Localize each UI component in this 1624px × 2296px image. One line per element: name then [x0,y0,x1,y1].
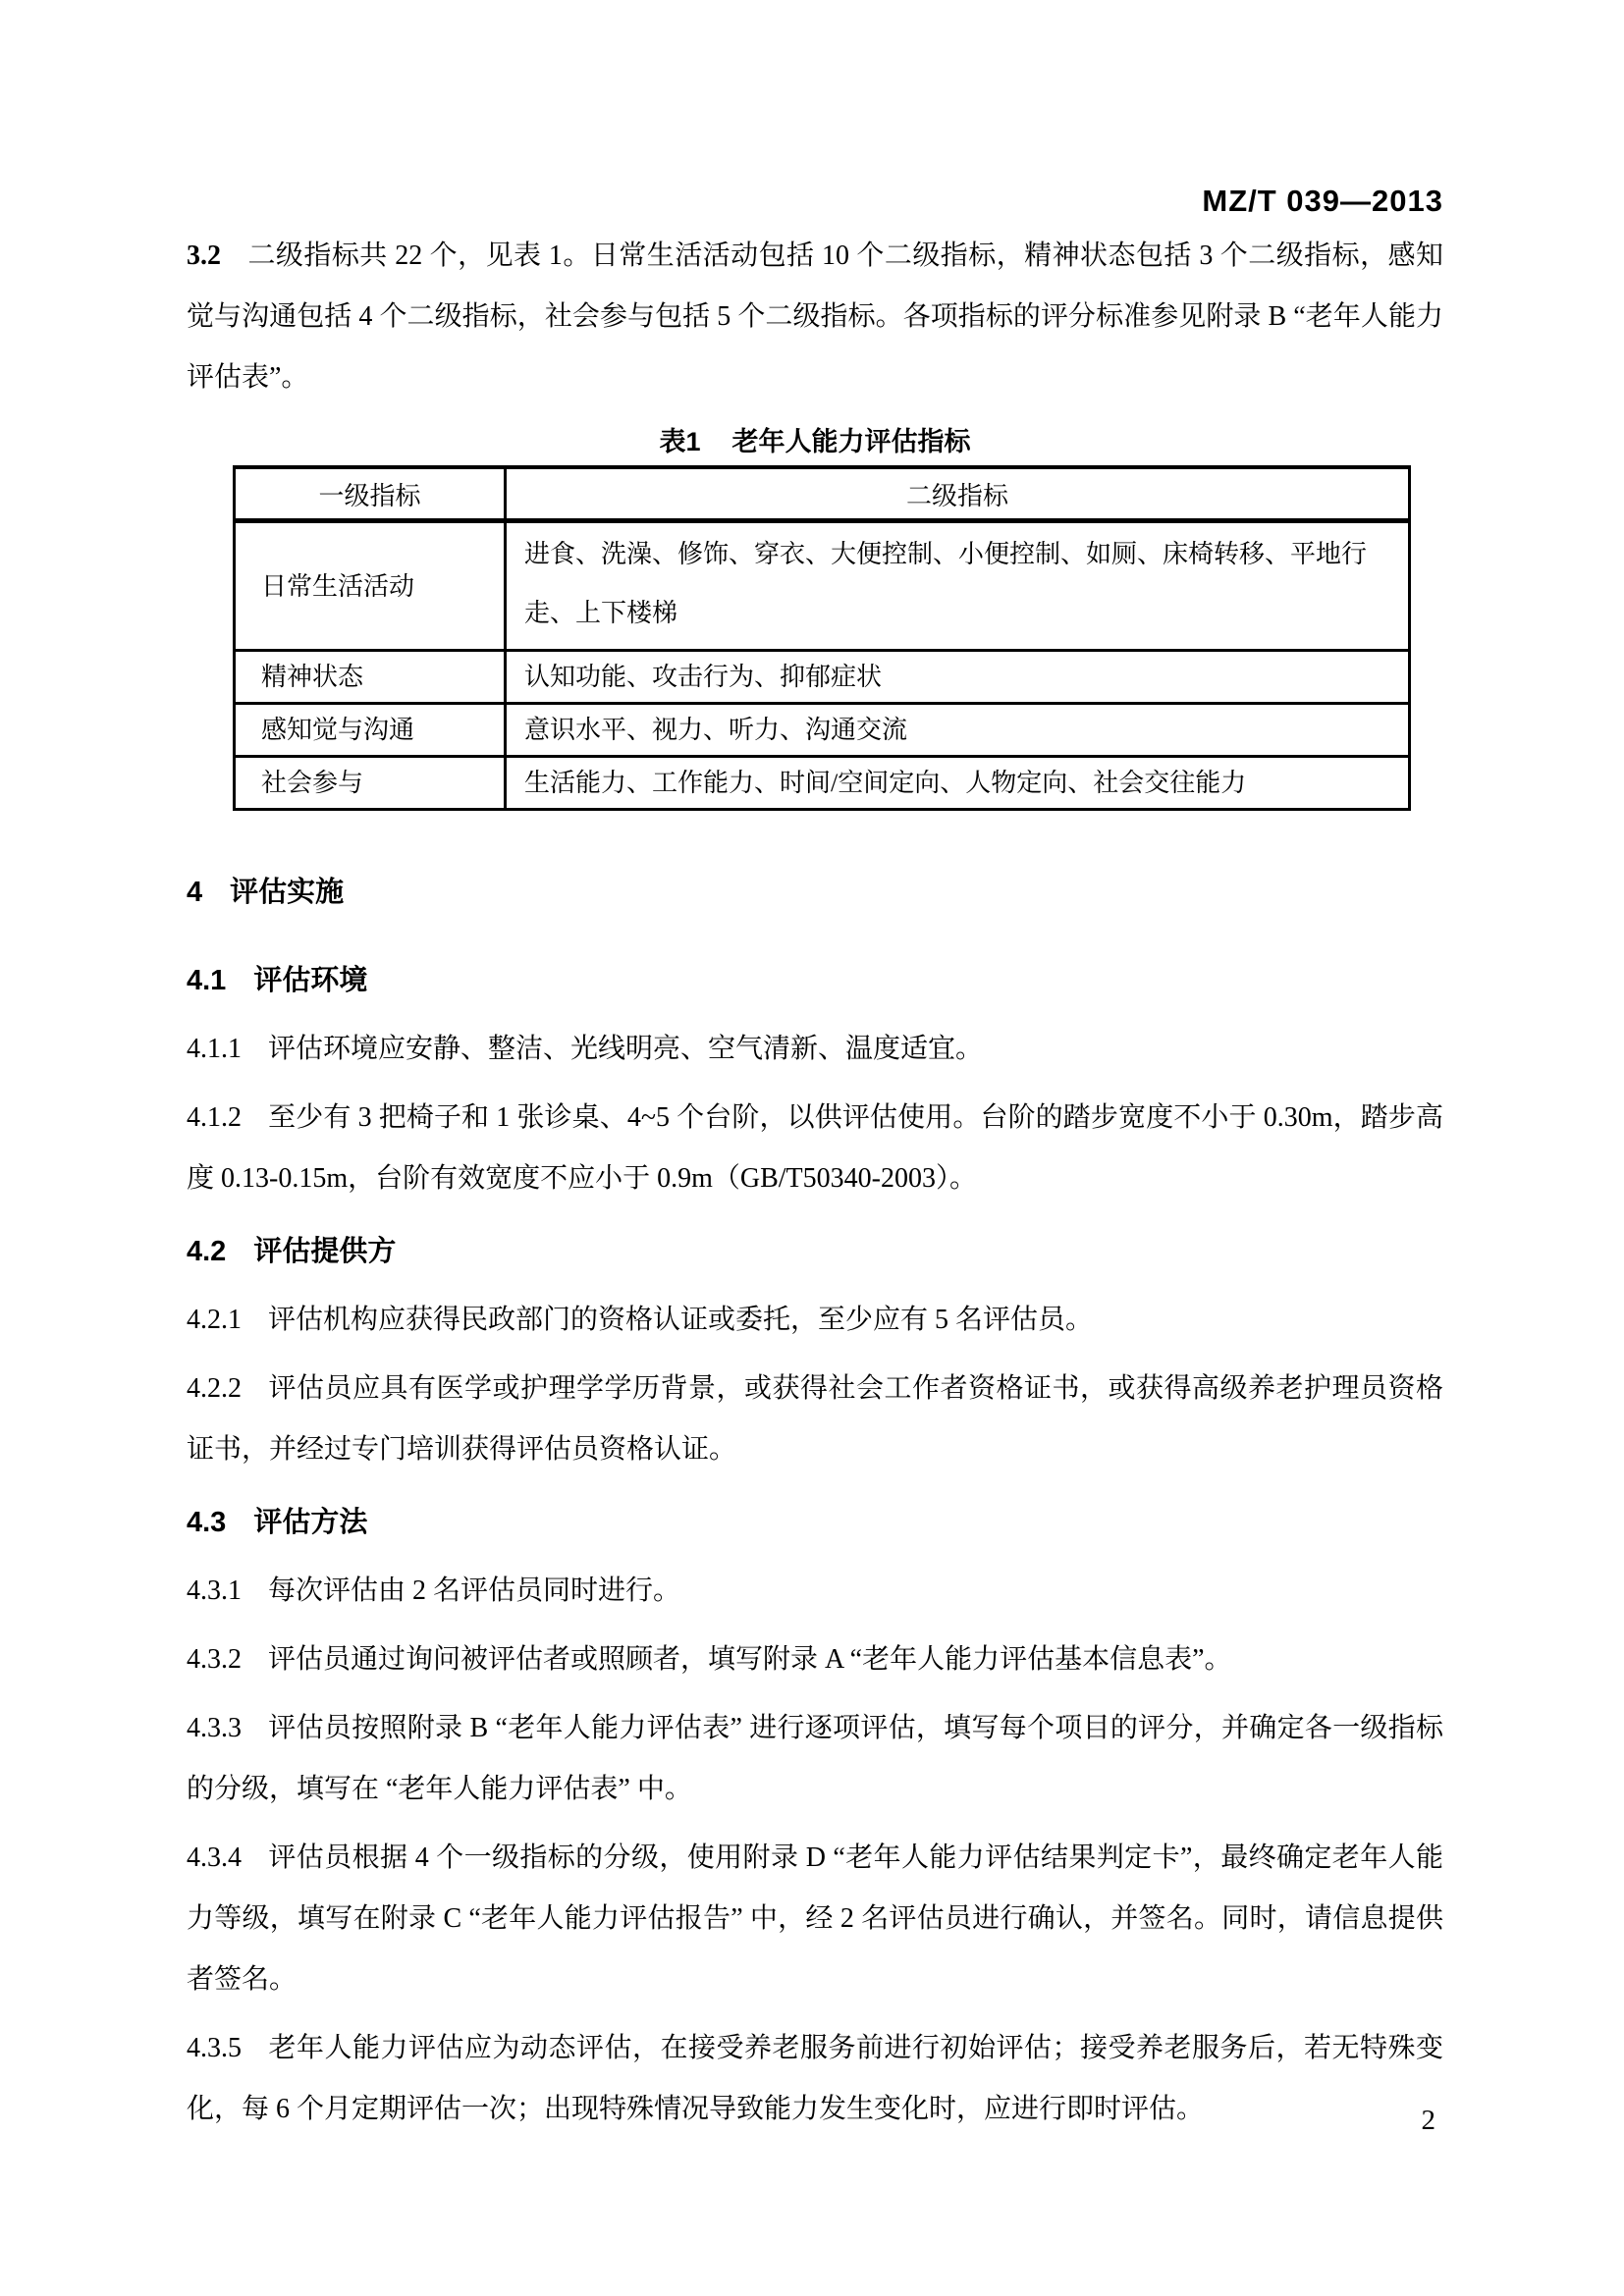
clause-3-2 [187,226,1443,408]
cell-level1-indicator: 日常生活活动 [235,521,506,651]
table1-caption [187,418,1443,465]
clause-text: 至少有 3 把椅子和 1 张诊桌、4~5 个台阶，以供评估使用。台阶的踏步宽度不小于 0.30m，踏步高度 0.13-0.15m，台阶有效宽度不应小于 0.9m（GB/T50340-2003）。 [187,1102,1443,1194]
clause-text: 评估员根据 4 个一级指标的分级，使用附录 D “老年人能力评估结果判定卡”，最终确定老年人能力等级，填写在附录 C “老年人能力评估报告” 中，经 2 名评估员进行确认，并签名。同时，请信息提供者签名。 [187,1842,1443,1995]
cell-level1-indicator: 精神状态 [235,651,506,704]
clause-number: 4.3.2 [187,1644,242,1675]
table1-caption-title: 老年人能力评估指标 [731,427,971,456]
section-4-3-heading [187,1492,1443,1553]
section-title: 评估环境 [253,965,368,996]
section-number: 4.3 [187,1507,227,1538]
cell-level2-indicators: 认知功能、攻击行为、抑郁症状 [506,651,1410,704]
clause-text: 评估员通过询问被评估者或照顾者，填写附录 A “老年人能力评估基本信息表”。 [268,1644,1232,1675]
cell-level2-indicators: 生活能力、工作能力、时间/空间定向、人物定向、社会交往能力 [506,757,1410,810]
clause-text: 评估员按照附录 B “老年人能力评估表” 进行逐项评估，填写每个项目的评分，并确定各一级指标的分级，填写在 “老年人能力评估表” 中。 [187,1713,1443,1804]
clause-4-2-2 [187,1359,1443,1480]
cell-level2-indicators: 意识水平、视力、听力、沟通交流 [506,704,1410,757]
table-row [235,651,1410,704]
page-number: 2 [1421,2105,1435,2136]
table1 [233,465,1411,811]
clause-4-3-3 [187,1698,1443,1820]
section-4-2-heading [187,1221,1443,1282]
clause-4-1-1 [187,1019,1443,1080]
table1-col-header-level1: 一级指标 [235,467,506,521]
cell-level1-indicator: 感知觉与沟通 [235,704,506,757]
section-title: 评估实施 [230,877,345,908]
clause-number: 4.2.2 [187,1373,242,1404]
section-4-heading [187,862,1443,923]
clause-number: 3.2 [187,240,221,271]
clause-4-2-1 [187,1290,1443,1351]
clause-number: 4.2.1 [187,1305,242,1335]
section-number: 4.1 [187,965,227,996]
table-row [235,521,1410,651]
section-4-1-heading [187,950,1443,1011]
clause-text: 二级指标共 22 个，见表 1。日常生活活动包括 10 个二级指标，精神状态包括 3 个二级指标，感知觉与沟通包括 4 个二级指标，社会参与包括 5 个二级指标。各项指标的评分标准参见附录 B “老年人能力评估表”。 [187,240,1443,393]
table1-caption-label: 表1 [659,427,701,456]
clause-number: 4.1.1 [187,1034,242,1064]
clause-number: 4.3.3 [187,1713,242,1743]
table-row [235,704,1410,757]
cell-level1-indicator: 社会参与 [235,757,506,810]
section-number: 4.2 [187,1236,227,1267]
doc-code: MZ/T 039—2013 [1202,184,1443,218]
clause-text: 评估机构应获得民政部门的资格认证或委托，至少应有 5 名评估员。 [268,1305,1094,1335]
clause-4-3-2 [187,1629,1443,1690]
clause-4-3-5 [187,2018,1443,2140]
table1-col-header-level2: 二级指标 [506,467,1410,521]
clause-number: 4.3.4 [187,1842,242,1873]
clause-4-1-2 [187,1088,1443,1209]
table-header-row [235,467,1410,521]
section-number: 4 [187,877,203,908]
clause-text: 评估员应具有医学或护理学学历背景，或获得社会工作者资格证书，或获得高级养老护理员资格证书，并经过专门培训获得评估员资格认证。 [187,1373,1443,1465]
clause-4-3-4 [187,1828,1443,2010]
clause-text: 老年人能力评估应为动态评估，在接受养老服务前进行初始评估；接受养老服务后，若无特殊变化，每 6 个月定期评估一次；出现特殊情况导致能力发生变化时，应进行即时评估。 [187,2033,1443,2124]
clause-text: 评估环境应安静、整洁、光线明亮、空气清新、温度适宜。 [268,1034,984,1064]
clause-number: 4.3.5 [187,2033,242,2063]
clause-number: 4.3.1 [187,1575,242,1606]
clause-4-3-1 [187,1561,1443,1622]
clause-number: 4.1.2 [187,1102,242,1133]
section-title: 评估方法 [253,1507,368,1538]
cell-level2-indicators: 进食、洗澡、修饰、穿衣、大便控制、小便控制、如厕、床椅转移、平地行走、上下楼梯 [506,521,1410,651]
table-row [235,757,1410,810]
clause-text: 每次评估由 2 名评估员同时进行。 [268,1575,681,1606]
section-title: 评估提供方 [253,1236,397,1267]
